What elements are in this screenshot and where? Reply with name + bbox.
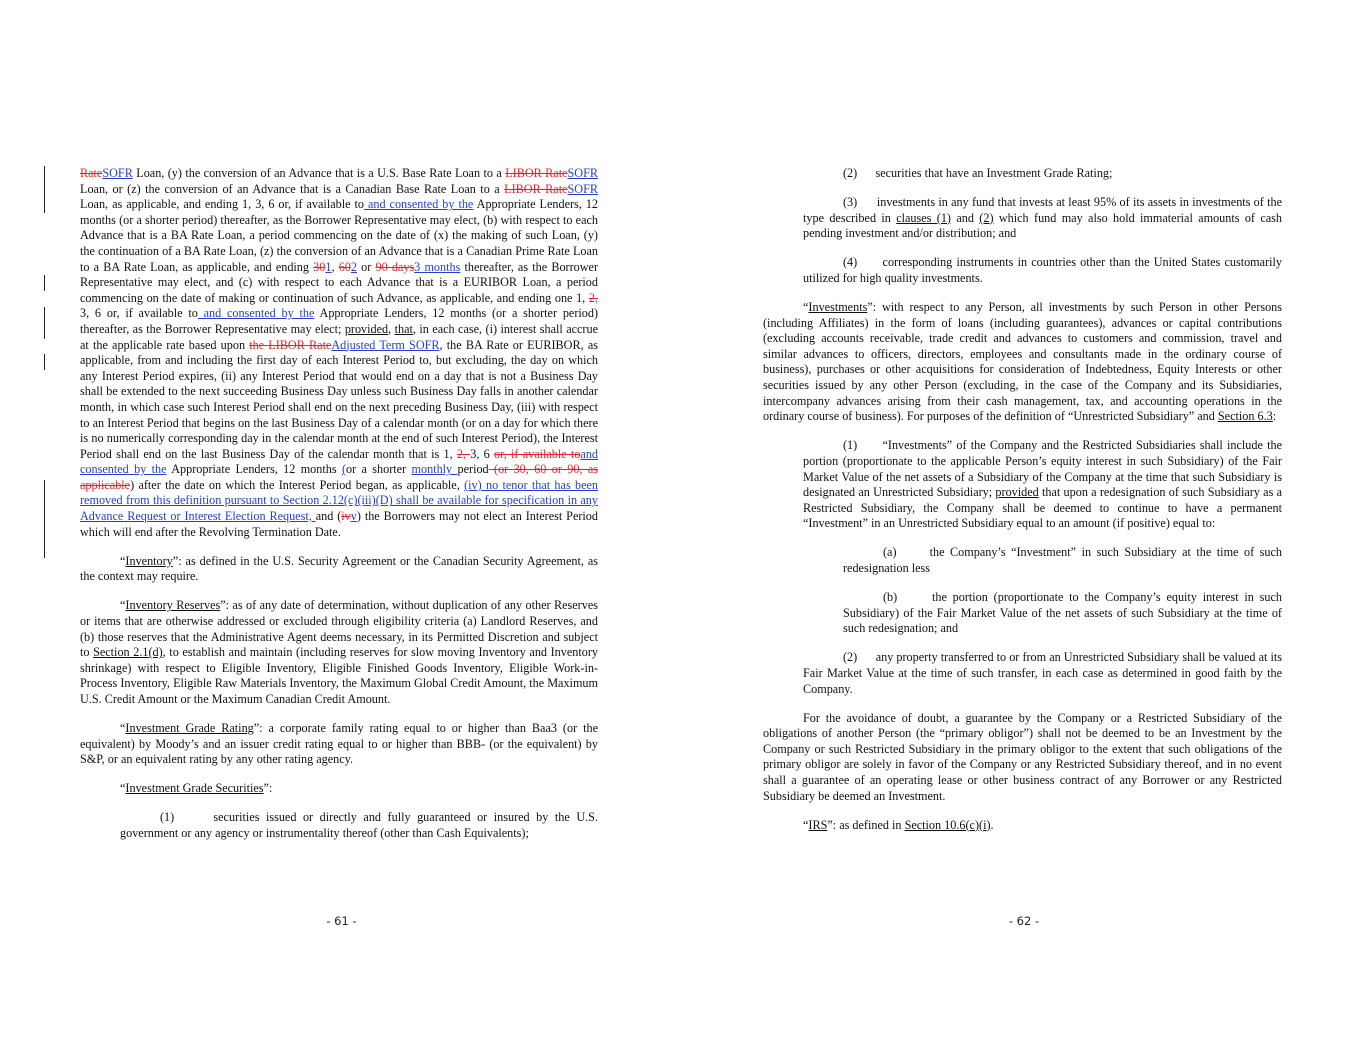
def-inventory-reserves — [80, 598, 598, 707]
avoidance-of-doubt — [763, 711, 1282, 805]
defined-term: Inventory — [125, 553, 173, 568]
text-run: Appropriate Lenders, 12 months (or a shorter period) thereafter, as the Borrower Representative may elect; — [80, 306, 599, 336]
text-run: thereafter, as the Borrower Representative may elect, and (c) with respect to each Advance that is a EURIBOR Loan, a period commencing on the date of making or continuation of such Advance, as applicable, and ending one 1, — [80, 259, 599, 305]
clause-3-investments — [763, 195, 1282, 242]
def-investment-grade-securities — [80, 781, 598, 797]
deleted-text: (or 30, 60 or 90, as applicable — [80, 462, 599, 492]
page-number: - 61 - — [326, 914, 357, 928]
deleted-text: iv — [341, 509, 351, 524]
defined-term: Section 6.3 — [1217, 409, 1273, 424]
defined-term: clauses (1) — [896, 210, 951, 225]
defined-term: Inventory Reserves — [125, 598, 221, 613]
deleted-text: 2, — [456, 446, 471, 461]
defined-term: Section 10.6(c)(i) — [904, 817, 991, 832]
text-run: Appropriate Lenders, 12 months — [166, 462, 342, 477]
text-run: and — [950, 210, 980, 225]
defined-term: provided — [995, 485, 1039, 500]
clause-2-securities — [763, 166, 1282, 182]
text-run: Loan, as applicable, and ending 1, 3, 6 or, if available to — [80, 197, 364, 212]
inserted-text: SOFR — [102, 166, 133, 180]
right-column — [763, 166, 1282, 847]
text-run: period — [457, 462, 489, 477]
inserted-text: ( — [341, 462, 347, 477]
inserted-text: 2 — [350, 259, 357, 274]
clause-1-securities — [80, 810, 598, 841]
text-run: , — [331, 259, 339, 274]
def-inventory — [80, 554, 598, 585]
text-run: ”: with respect to any Person, all investments by such Person in other Persons (including Affiliates) in the form of loans (including guarantees), advances or capital contributions (excluding accounts receivable, trade credit and advances to customers and commission, travel and similar advances to officers, directors, employees and consultants made in the ordinary course of business), purchases or other acquisitions for consideration of Indebtedness, Equity Interests or other securities issued by any other Person (excluding, in the case of the Company and its Subsidiaries, intercompany advances arising from their cash management, tax, and accounting operations in the ordinary course of business). For purposes of the definition of “Unrestricted Subsidiary” and — [763, 300, 1282, 424]
text-run: “ — [120, 781, 126, 796]
investments-clause-b — [763, 590, 1282, 637]
deleted-text: LIBOR Rate — [504, 181, 568, 196]
text-run: (4) corresponding instruments in countries other than the United States customarily utilized for high quality investments. — [803, 255, 1282, 285]
change-bar — [44, 307, 45, 339]
defined-term: IRS — [808, 817, 828, 832]
inserted-text: SOFR — [567, 166, 598, 180]
text-run: ”: — [263, 781, 273, 796]
text-run: 3, 6 or, if available to — [80, 306, 198, 321]
change-bar — [44, 275, 45, 291]
clause-4-instruments — [763, 255, 1282, 286]
text-run: Loan, or (z) the conversion of an Advance that is a Canadian Base Rate Loan to a — [80, 181, 505, 196]
inserted-text: v — [350, 509, 357, 524]
interest-period-continuation — [80, 166, 598, 540]
def-investments — [763, 300, 1282, 425]
defined-term: Investment Grade Securities — [125, 781, 264, 796]
defined-term: that — [394, 321, 413, 336]
text-run: (2) securities that have an Investment Grade Rating; — [843, 166, 1113, 180]
change-bar — [44, 166, 45, 213]
inserted-text: 3 months — [414, 259, 461, 274]
text-run: , the BA Rate or EURIBOR, as applicable, from and including the first day of each Interest Period to, but excluding, the day on which any Interest Period expires, (ii) any Interest Period that would end on a day that is not a Business Day shall be extended to the next succeeding Business Day unless such Business Day falls in another calendar month, in which case such Interest Period shall end on the next preceding Business Day, (iii) with respect to an Interest Period that begins on the last Business Day of a calendar month (or on a day for which there is no numerically corresponding day in the calendar month at the end of such Interest Period), the Interest Period shall end on the last Business Day of the calendar month that is 1, — [80, 337, 598, 461]
text-run: (1) securities issued or directly and fully guaranteed or insured by the U.S. government or any agency or instrumentality thereof (other than Cash Equivalents); — [120, 810, 598, 841]
defined-term: provided — [344, 321, 389, 336]
text-run: Appropriate Lenders, 12 months (or a shorter period) thereafter, as the Borrower Representative may elect, (b) with respect to each Advance that is a BA Rate Loan, a period commencing on the date of (x) the making of such Loan, (y) the continuation of a BA Rate Loan, (z) the conversion of an Advance that is a Canadian Prime Rate Loan to a BA Rate Loan, as applicable, and ending — [80, 197, 599, 274]
inserted-text: (iv) no tenor that has been removed from this definition pursuant to Section 2.12(c)(iii)(D) shall be available for specification in any Advance Request or Interest Election Request, — [80, 477, 599, 524]
text-run: , in each case, (i) interest shall accrue at the applicable rate based upon — [80, 321, 598, 352]
text-run: (1) “Investments” of the Company and the Restricted Subsidiaries shall include the portion (proportionate to the applicable Person’s equity interest in such Subsidiary) of the Fair Market Value of the net assets of a Subsidiary of the Company at the time that such Subsidiary is designated an Unrestricted Subsidiary; — [803, 438, 1282, 500]
text-run: Loan, (y) the conversion of an Advance that is a U.S. Base Rate Loan to a — [132, 166, 506, 180]
inserted-text: Adjusted Term SOFR — [331, 337, 440, 352]
text-run: For the avoidance of doubt, a guarantee by the Company or a Restricted Subsidiary of the obligations of another Person (the “primary obligor”) shall not be deemed to be an Investment by the Company or such Restricted Subsidiary in the primary obligor to the extent that such obligations of the primary obligor are solely in favor of the Company or any Restricted Subsidiary thereof, and in no event shall a guarantee of an operating lease or other business contract of any Borrower or any Restricted Subsidiary be deemed an Investment. — [763, 710, 1282, 803]
defined-term: (2) — [979, 210, 994, 225]
investments-clause-a — [763, 545, 1282, 576]
def-irs — [763, 818, 1282, 834]
investments-clause-1 — [763, 438, 1282, 532]
investments-clause-2 — [763, 650, 1282, 697]
text-run: ”: as defined in — [827, 817, 905, 832]
text-run: and ( — [315, 509, 342, 524]
text-run: ”: as defined in the U.S. Security Agreement or the Canadian Security Agreement, as the context may require. — [80, 553, 598, 584]
def-investment-grade-rating — [80, 721, 598, 768]
text-run: . — [990, 817, 994, 832]
text-run: “ — [803, 300, 809, 315]
text-run: “ — [120, 721, 126, 736]
change-bar — [44, 480, 45, 558]
text-run: 3, 6 — [470, 446, 495, 461]
text-run: (a) the Company’s “Investment” in such Subsidiary at the time of such redesignation less — [843, 545, 1282, 575]
inserted-text: monthly — [411, 462, 458, 477]
deleted-text: or, if available to — [494, 446, 581, 461]
deleted-text: the LIBOR Rate — [249, 337, 332, 352]
text-run: or a shorter — [346, 462, 412, 477]
text-run: ”: as of any date of determination, without duplication of any other Reserves or items that are otherwise addressed or excluded through eligibility criteria (a) Landlord Reserves, and (b) those reserves that the Administrative Agent deems necessary, in its Permitted Discretion and subject to — [80, 598, 598, 660]
text-run: : — [1272, 409, 1277, 424]
text-run: ”: a corporate family rating equal to or higher than Baa3 (or the equivalent) by Moody’s and an issuer credit rating equal to or higher than BBB- (or the equivalent) by S&P, or an equivalent rating by any other rating agency. — [80, 721, 598, 767]
text-run: (b) the portion (proportionate to the Company’s equity interest in such Subsidiary) of the Fair Market Value of the net assets of such Subsidiary at the time of such redesignation; and — [843, 590, 1282, 636]
deleted-text: 2, — [588, 290, 598, 305]
left-column — [80, 166, 598, 855]
text-run: (2) any property transferred to or from an Unrestricted Subsidiary shall be valued at its Fair Market Value at the time of such transfer, in each case as determined in good faith by the Company. — [803, 650, 1282, 696]
text-run: (3) investments in any fund that invests at least 95% of its assets in investments of the type described in — [803, 195, 1282, 225]
text-run: ) the Borrowers may not elect an Interest Period which will end after the Revolving Termination Date. — [80, 509, 598, 539]
deleted-text: 60 — [338, 259, 351, 274]
inserted-text: SOFR — [567, 181, 599, 196]
text-run: “ — [120, 598, 126, 613]
defined-term: Section 2.1(d) — [93, 645, 163, 660]
text-run: “ — [803, 817, 809, 832]
page-number: - 62 - — [1008, 914, 1040, 928]
text-run: , — [388, 321, 395, 336]
defined-term: Investment Grade Rating — [125, 721, 254, 736]
deleted-text: 90 days — [375, 259, 415, 274]
defined-term: Investments — [808, 300, 868, 315]
inserted-text: and consented by the — [197, 306, 315, 321]
text-run: “ — [120, 553, 126, 568]
text-run: ) after the date on which the Interest Period began, as applicable, — [130, 477, 465, 492]
change-bar — [44, 354, 45, 370]
text-run: that upon a redesignation of such Subsidiary as a Restricted Subsidiary, the Company shall be deemed to continue to have a permanent “Investment” in an Unrestricted Subsidiary equal to an amount (if positive) equal to: — [803, 485, 1282, 531]
deleted-text: LIBOR Rate — [505, 166, 568, 180]
inserted-text: 1 — [325, 259, 332, 274]
deleted-text: Rate — [80, 166, 103, 180]
text-run: which fund may also hold immaterial amounts of cash pending investment and/or distribution; and — [803, 210, 1282, 241]
deleted-text: 30 — [313, 259, 326, 274]
text-run: or — [356, 259, 376, 274]
inserted-text: and consented by the — [80, 446, 599, 477]
text-run: , to establish and maintain (including reserves for slow moving Inventory and Inventory shrinkage) with respect to Eligible Inventory, Eligible Finished Goods Inventory, Eligible Work-in-Process Inventory, Eligible Raw Materials Inventory, the Maximum Global Credit Amount, the Maximum U.S. Credit Amount or the Maximum Canadian Credit Amount. — [80, 645, 598, 706]
page-62 — [683, 0, 1365, 1055]
inserted-text: and consented by the — [363, 197, 474, 212]
